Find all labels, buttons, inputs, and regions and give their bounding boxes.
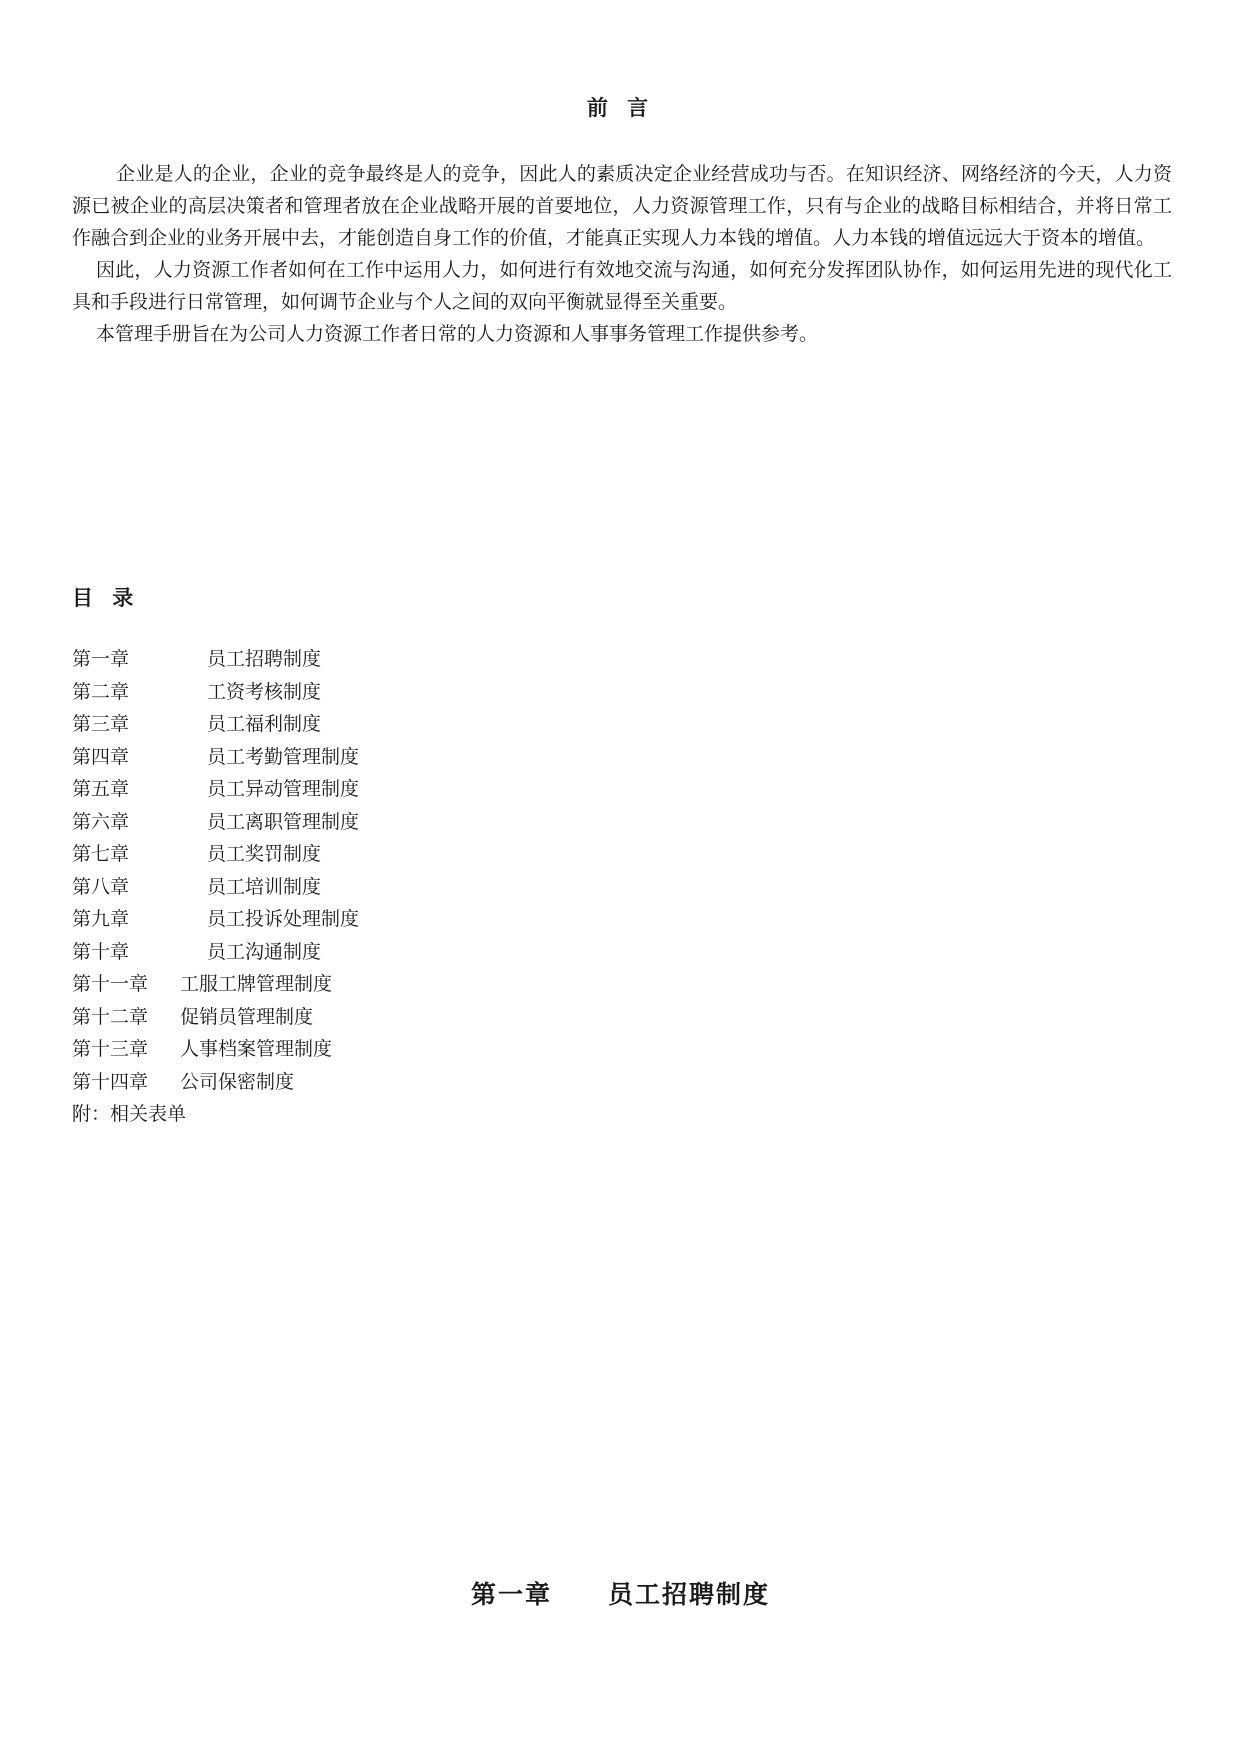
toc-item xyxy=(72,1033,672,1066)
preface-paragraph-2: 因此，人力资源工作者如何在工作中运用人力，如何进行有效地交流与沟通，如何充分发挥团队协作，如何运用先进的现代化工具和手段进行日常管理，如何调节企业与个人之间的双向平衡就显得至关重要。 xyxy=(72,259,1172,313)
toc-item xyxy=(72,968,672,1001)
toc-chapter-number: 第四章 xyxy=(72,745,130,768)
toc-chapter-title: 员工考勤管理制度 xyxy=(207,745,360,768)
toc-chapter-number: 第十四章 xyxy=(72,1070,149,1093)
toc-item xyxy=(72,773,672,806)
toc-item xyxy=(72,838,672,871)
toc-chapter-title: 员工奖罚制度 xyxy=(207,843,322,865)
table-of-contents xyxy=(72,643,672,1131)
chapter-number: 第一章 xyxy=(470,1580,552,1609)
toc-item xyxy=(72,643,672,676)
toc-item xyxy=(72,903,672,936)
toc-chapter-title: 工服工牌管理制度 xyxy=(180,973,333,995)
toc-chapter-number: 第五章 xyxy=(72,778,130,800)
toc-chapter-number: 第九章 xyxy=(72,908,130,930)
toc-chapter-number: 第一章 xyxy=(72,648,130,670)
toc-chapter-title: 员工福利制度 xyxy=(207,713,322,735)
toc-item xyxy=(72,936,672,969)
toc-item xyxy=(72,1001,672,1034)
toc-chapter-title: 员工异动管理制度 xyxy=(207,778,360,800)
toc-item xyxy=(72,871,672,904)
toc-chapter-title: 员工离职管理制度 xyxy=(207,810,360,833)
toc-chapter-number: 第十三章 xyxy=(72,1038,149,1060)
toc-appendix-label: 附：相关表单 xyxy=(72,1103,187,1125)
toc-chapter-number: 第八章 xyxy=(72,875,130,898)
toc-chapter-number: 第二章 xyxy=(72,680,130,703)
toc-chapter-number: 第十一章 xyxy=(72,973,149,995)
toc-item xyxy=(72,741,672,774)
toc-chapter-title: 人事档案管理制度 xyxy=(180,1038,333,1060)
toc-chapter-title: 工资考核制度 xyxy=(207,680,322,703)
chapter-heading xyxy=(0,1575,1241,1611)
toc-item xyxy=(72,708,672,741)
toc-chapter-number: 第十二章 xyxy=(72,1005,149,1028)
preface-body xyxy=(72,158,1172,350)
toc-item xyxy=(72,676,672,709)
toc-item xyxy=(72,1066,672,1099)
toc-chapter-number: 第十章 xyxy=(72,940,130,963)
toc-chapter-title: 员工招聘制度 xyxy=(207,648,322,670)
toc-chapter-title: 员工沟通制度 xyxy=(207,940,322,963)
toc-title: 目 录 xyxy=(72,585,140,610)
toc-chapter-number: 第七章 xyxy=(72,843,130,865)
chapter-title: 员工招聘制度 xyxy=(608,1580,771,1609)
toc-chapter-title: 员工投诉处理制度 xyxy=(207,908,360,930)
preface-paragraph-1: 企业是人的企业，企业的竞争最终是人的竞争，因此人的素质决定企业经营成功与否。在知识经济、网络经济的今天，人力资源已被企业的高层决策者和管理者放在企业战略开展的首要地位，人力资源管理工作，只有与企业的战略目标相结合，并将日常工作融合到企业的业务开展中去，才能创造自身工作的价值，才能真正实现人力本钱的增值。人力本钱的增值远远大于资本的增值。 xyxy=(72,163,1172,249)
preface-paragraph-3: 本管理手册旨在为公司人力资源工作者日常的人力资源和人事事务管理工作提供参考。 xyxy=(96,323,819,345)
toc-chapter-number: 第三章 xyxy=(72,713,130,735)
toc-chapter-title: 公司保密制度 xyxy=(180,1070,295,1093)
preface-title: 前 言 xyxy=(586,95,655,120)
toc-appendix xyxy=(72,1098,672,1131)
toc-item xyxy=(72,806,672,839)
toc-chapter-number: 第六章 xyxy=(72,810,130,833)
toc-chapter-title: 促销员管理制度 xyxy=(180,1005,314,1028)
toc-chapter-title: 员工培训制度 xyxy=(207,875,322,898)
